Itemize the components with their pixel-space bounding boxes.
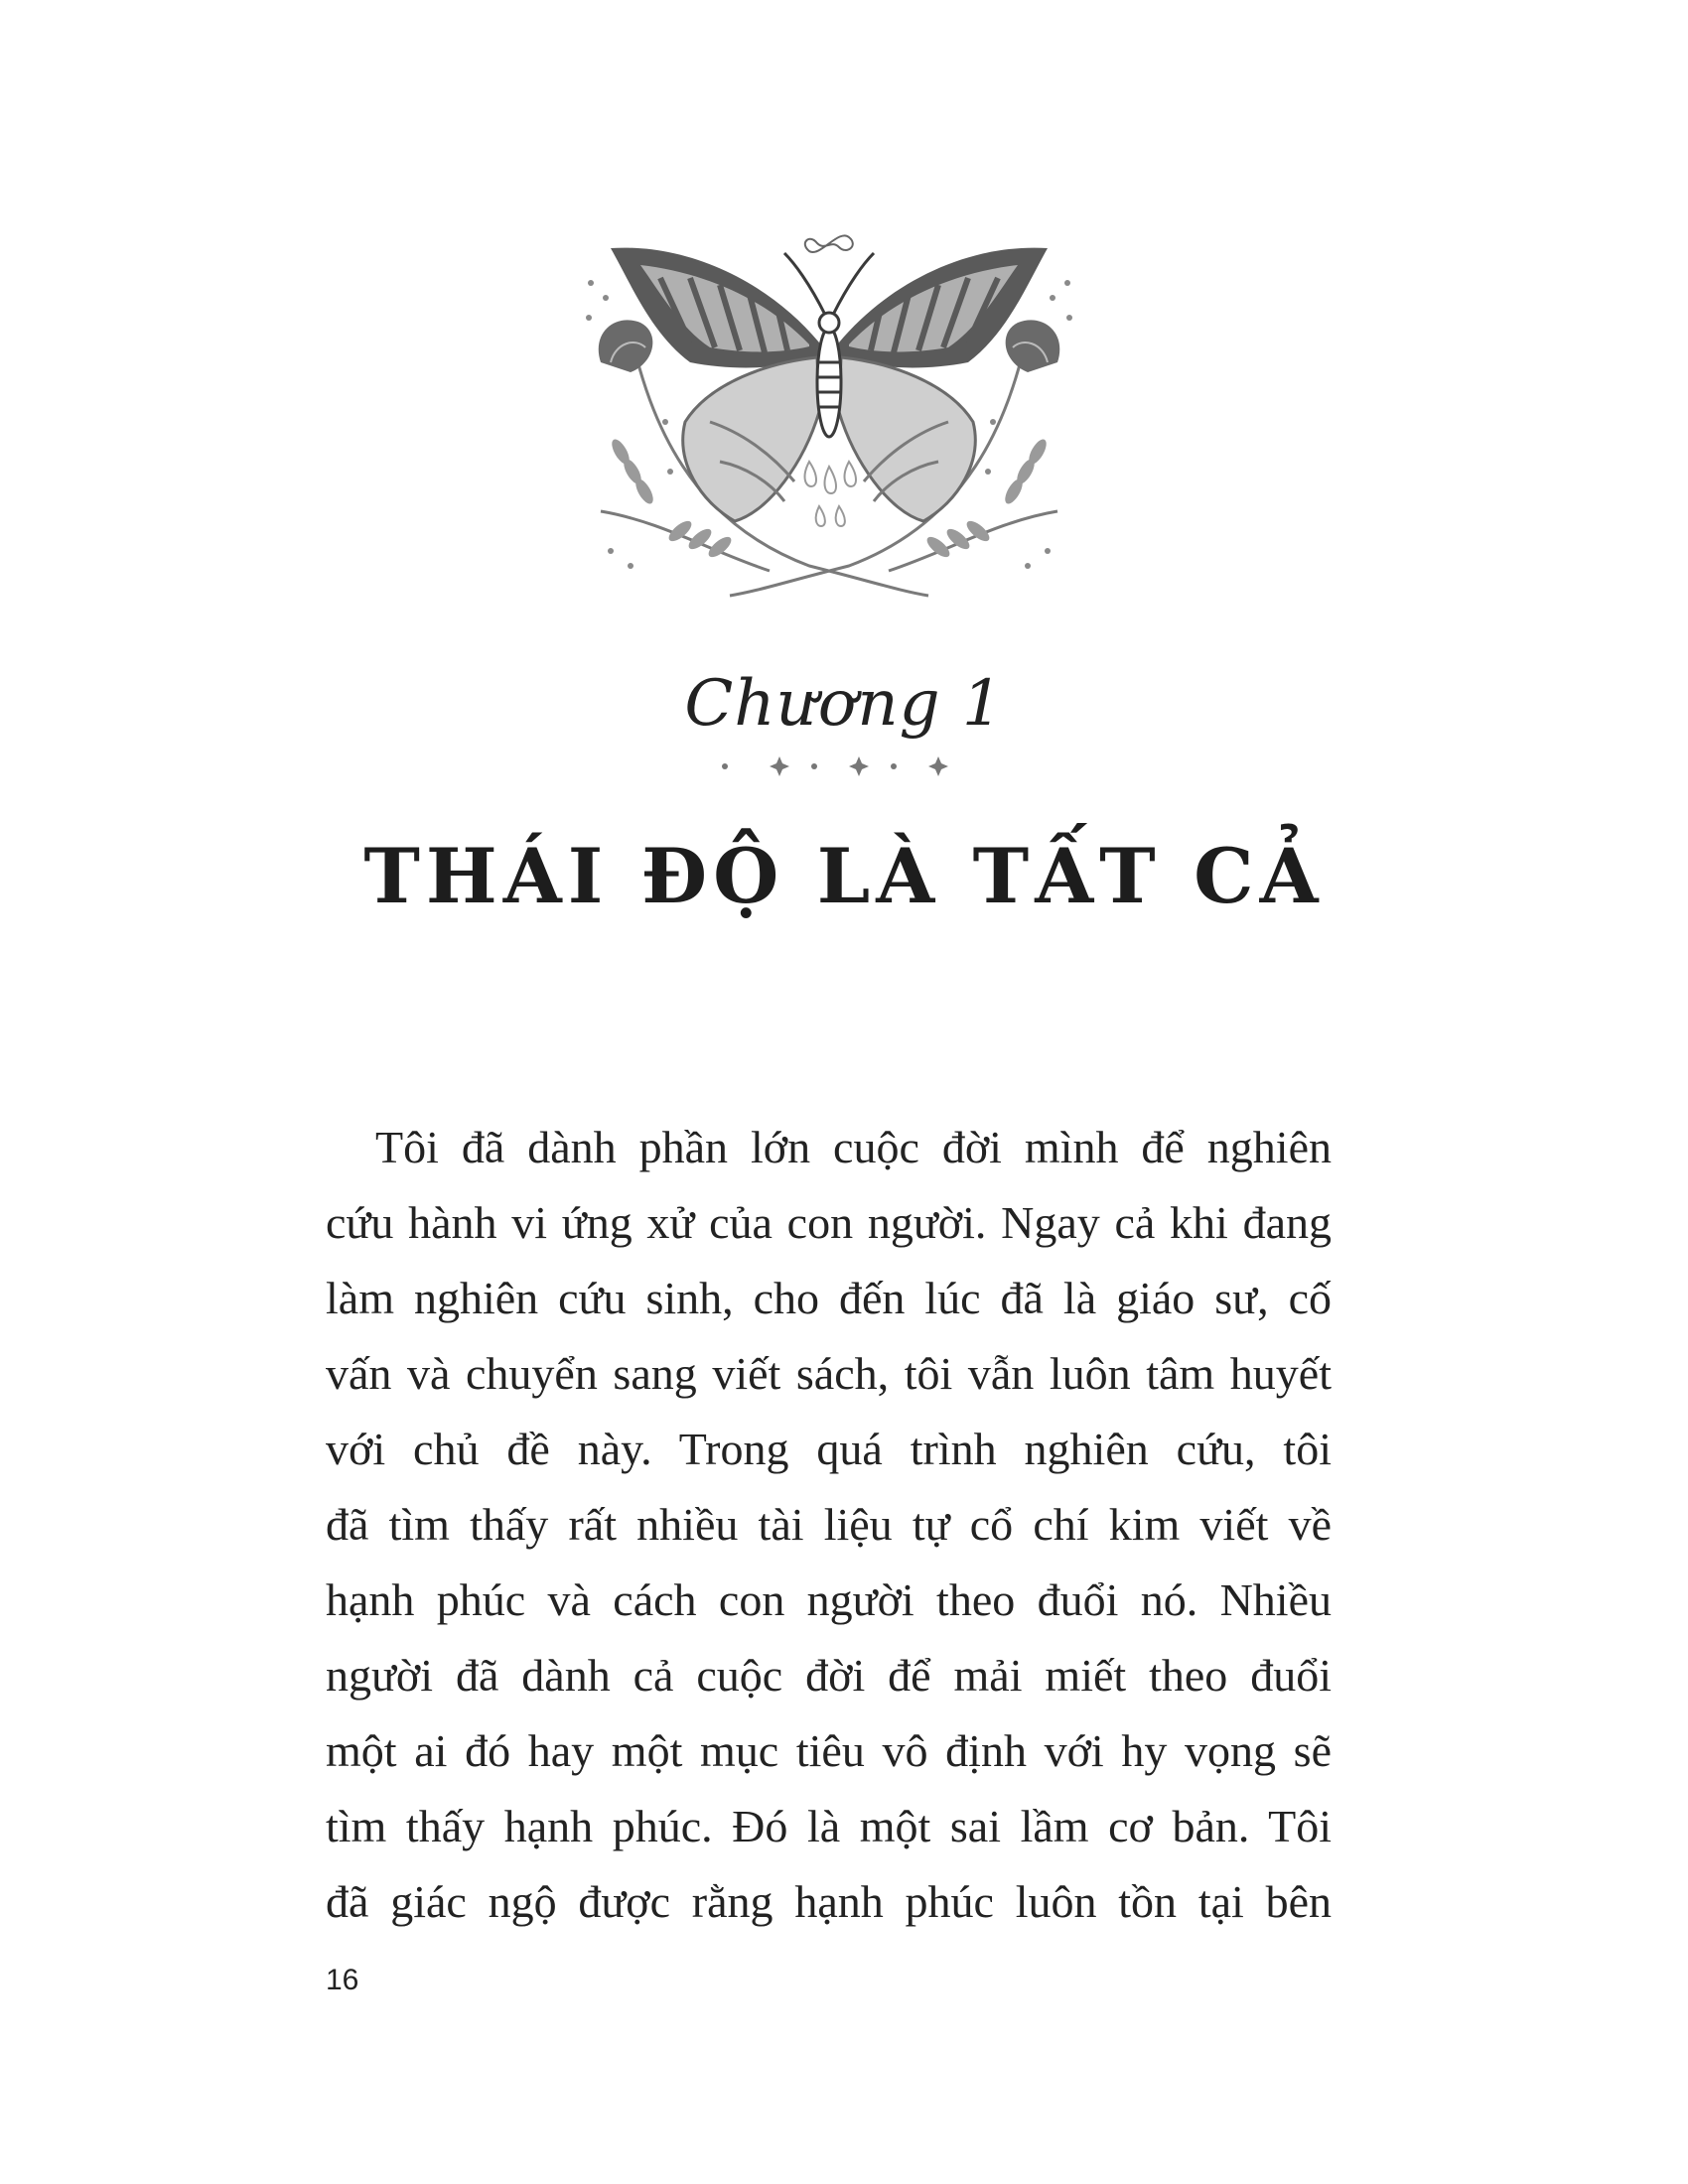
- butterfly-illustration: [571, 223, 1087, 601]
- body-line: với chủ đề này. Trong quá trình nghiên cứu, tôi: [326, 1424, 1332, 1474]
- butterfly-icon: [571, 223, 1087, 601]
- body-line: hạnh phúc và cách con người theo đuổi nó. Nhiều: [326, 1574, 1332, 1625]
- page-number: 16: [326, 1964, 359, 1996]
- body-line: tìm thấy hạnh phúc. Đó là một sai lầm cơ bản. Tôi: [326, 1801, 1332, 1851]
- body-line: đã giác ngộ được rằng hạnh phúc luôn tồn tại bên: [326, 1876, 1332, 1927]
- chapter-label: Chương 1: [684, 667, 1004, 741]
- body-line: người đã dành cả cuộc đời để mải miết theo đuổi: [326, 1650, 1332, 1701]
- body-line: đã tìm thấy rất nhiều tài liệu tự cổ chí kim viết về: [326, 1499, 1332, 1550]
- sparkle-divider-icon: [715, 747, 973, 786]
- body-line: cứu hành vi ứng xử của con người. Ngay cả khi đang: [326, 1197, 1332, 1248]
- body-paragraph: [326, 1110, 1332, 1940]
- chapter-title: THÁI ĐỘ LÀ TẤT CẢ: [363, 832, 1325, 920]
- body-line: Tôi đã dành phần lớn cuộc đời mình để nghiên: [375, 1122, 1332, 1172]
- decorative-divider: [715, 747, 973, 786]
- body-line: một ai đó hay một mục tiêu vô định với hy vọng sẽ: [326, 1725, 1332, 1776]
- body-line: làm nghiên cứu sinh, cho đến lúc đã là giáo sư, cố: [326, 1273, 1332, 1323]
- body-line: vấn và chuyển sang viết sách, tôi vẫn luôn tâm huyết: [326, 1348, 1332, 1399]
